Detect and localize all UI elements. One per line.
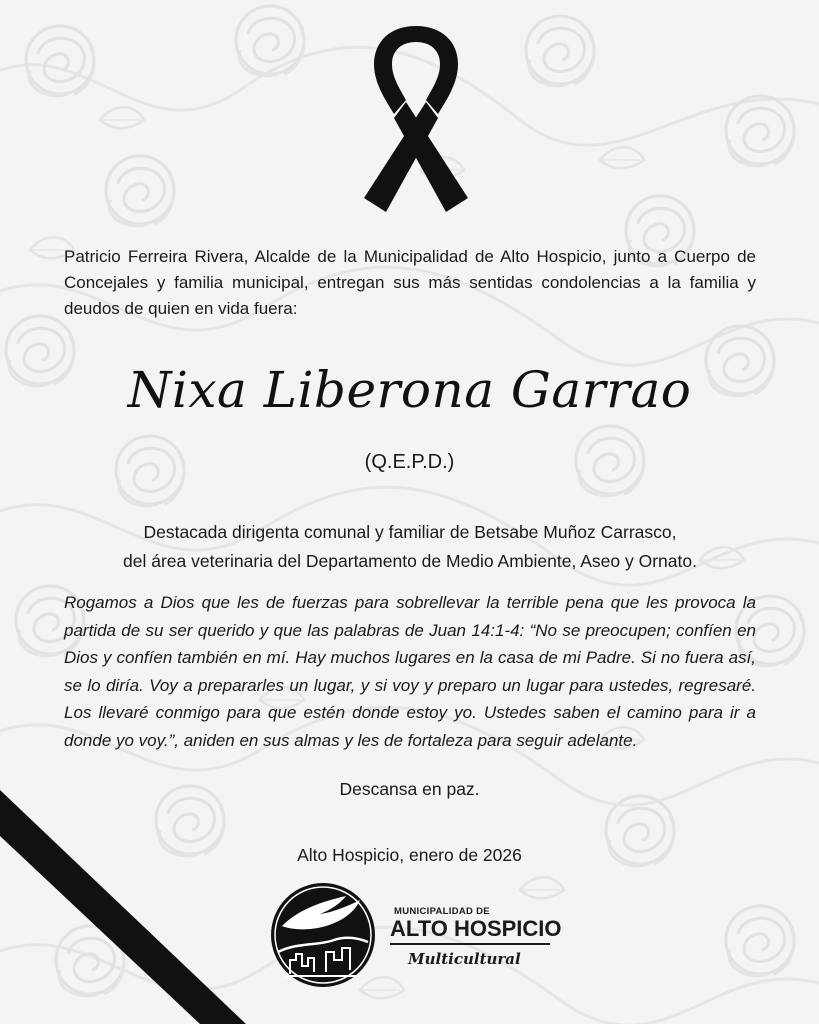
prayer-paragraph: Rogamos a Dios que les de fuerzas para sobrellevar la terrible pena que les provoca la partida de su ser querido y que las palabras de Juan 14:1-4: “No se preocupen; confíen en Dios y confíen también en mí. Hay muchos lugares en la casa de mi Padre. Si no fuera así, se lo diría. Voy a prepararles un lugar, y si voy y preparo un lugar para ustedes, regresaré. Los llevaré conmigo para que estén donde estoy yo. Ustedes saben el camino para ir a donde yo voy.”, aniden en sus almas y les de fortaleza para seguir adelante.	[64, 593, 756, 750]
mourning-ribbon-icon	[360, 22, 472, 214]
place-and-date: Alto Hospicio, enero de 2026	[297, 845, 522, 865]
logo-text-main: ALTO HOSPICIO	[390, 916, 562, 941]
condolence-intro: Patricio Ferreira Rivera, Alcalde de la Municipalidad de Alto Hospicio, junto a Cuerpo de Concejales y familia municipal, entregan sus más sentidas condolencias a la familia y deudos de quien en vida fuera:	[64, 247, 756, 318]
rest-in-peace: Descansa en paz.	[339, 779, 480, 799]
deceased-name: Nixa Liberona Garrao	[127, 361, 692, 419]
description-line-1: Destacada dirigenta comunal y familiar de Betsabe Muñoz Carrasco,	[143, 522, 677, 542]
description-line-2: del área veterinaria del Departamento de Medio Ambiente, Aseo y Ornato.	[123, 551, 697, 571]
logo-text-top: MUNICIPALIDAD DE	[394, 906, 490, 917]
condor-city-emblem-icon	[268, 880, 378, 990]
deceased-description	[60, 518, 760, 576]
logo-text-tagline: Multicultural	[408, 950, 521, 968]
municipality-logo	[268, 880, 562, 990]
qepd-label: (Q.E.P.D.)	[364, 451, 455, 473]
logo-divider	[390, 943, 550, 945]
